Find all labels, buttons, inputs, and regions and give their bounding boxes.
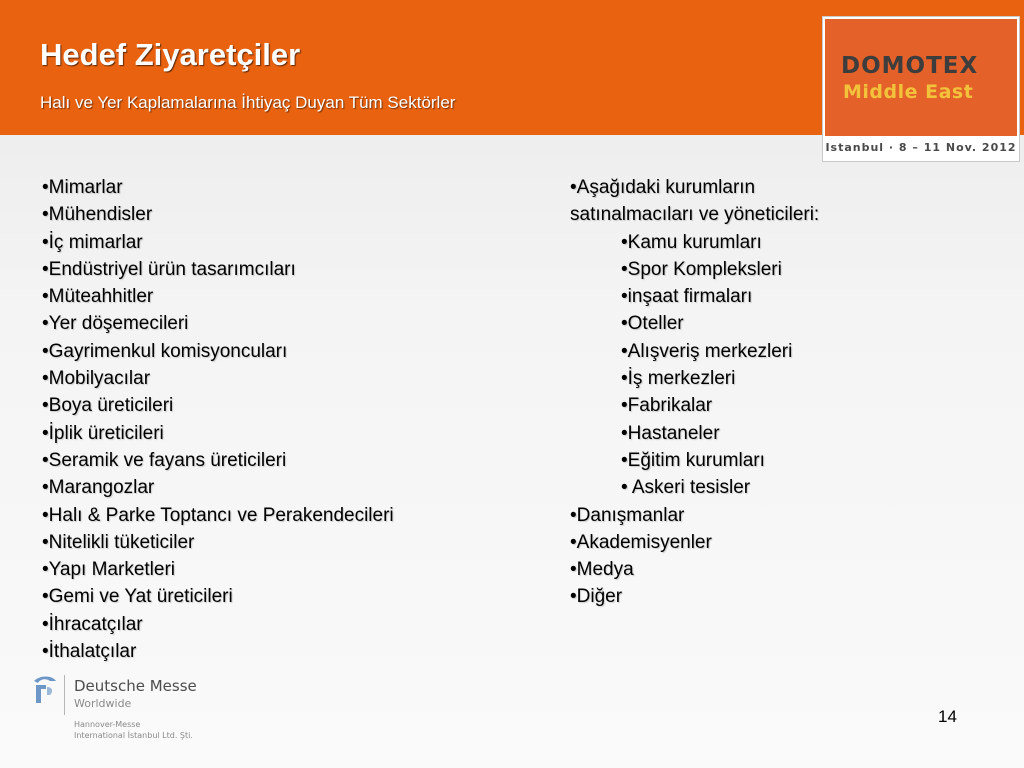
left-visitor-list bbox=[42, 174, 394, 665]
list-subitem: •Kamu kurumları bbox=[621, 231, 762, 253]
list-item: •Nitelikli tüketiciler bbox=[42, 531, 195, 553]
list-subitem: •inşaat firmaları bbox=[621, 286, 753, 308]
list-item: •Mimarlar bbox=[42, 177, 123, 198]
list-item: •Mühendisler bbox=[42, 204, 153, 226]
list-item: •Danışmanlar bbox=[570, 504, 685, 526]
list-subitem: •Eğitim kurumları bbox=[621, 449, 765, 471]
list-item: •İthalatçılar bbox=[42, 641, 137, 663]
page-number: 14 bbox=[938, 707, 957, 726]
list-item: satınalmacıları ve yöneticileri: bbox=[570, 204, 820, 226]
list-item: •Diğer bbox=[570, 586, 623, 608]
list-item: •Müteahhitler bbox=[42, 286, 154, 308]
right-visitor-list bbox=[570, 174, 819, 611]
list-subitem: •Fabrikalar bbox=[621, 395, 713, 417]
list-subitem: •Alışveriş merkezleri bbox=[621, 340, 793, 362]
list-subitem: •Oteller bbox=[621, 313, 684, 335]
footer-company-sub: Worldwide bbox=[74, 697, 132, 710]
list-subitem: •Spor Kompleksleri bbox=[621, 258, 782, 280]
domotex-logo-panel bbox=[825, 19, 1017, 136]
list-item: •Gayrimenkul komisyoncuları bbox=[42, 340, 288, 362]
footer-line-2: International İstanbul Ltd. Şti. bbox=[74, 731, 193, 740]
logo-event-date: Istanbul · 8 – 11 Nov. 2012 bbox=[825, 141, 1017, 154]
list-item: •İplik üreticileri bbox=[42, 422, 164, 444]
footer-line-1: Hannover-Messe bbox=[74, 720, 141, 729]
list-item: •Boya üreticileri bbox=[42, 395, 174, 417]
list-subitem: •İş merkezleri bbox=[621, 368, 736, 390]
list-item: •Halı & Parke Toptancı ve Perakendecileri bbox=[42, 504, 394, 526]
list-item: •Gemi ve Yat üreticileri bbox=[42, 586, 233, 608]
logo-domotex-text: DOMOTEX bbox=[841, 53, 979, 79]
deutsche-messe-logo-icon bbox=[30, 673, 60, 709]
list-subitem: •Hastaneler bbox=[621, 422, 720, 444]
list-subitem: • Askeri tesisler bbox=[621, 477, 751, 499]
list-item: •İhracatçılar bbox=[42, 613, 143, 635]
footer-separator bbox=[64, 675, 65, 715]
list-item: •Akademisyenler bbox=[570, 531, 712, 553]
list-item: •İç mimarlar bbox=[42, 231, 143, 253]
list-item: •Marangozlar bbox=[42, 477, 155, 499]
list-item: •Aşağıdaki kurumların bbox=[570, 177, 756, 198]
page-subtitle: Halı ve Yer Kaplamalarına İhtiyaç Duyan Tüm Sektörler bbox=[40, 93, 456, 112]
list-item: •Mobilyacılar bbox=[42, 368, 151, 390]
domotex-logo bbox=[822, 16, 1020, 162]
list-item: •Endüstriyel ürün tasarımcıları bbox=[42, 258, 296, 280]
list-item: •Yapı Marketleri bbox=[42, 559, 176, 581]
list-item: •Yer döşemecileri bbox=[42, 313, 189, 335]
footer-company-name: Deutsche Messe bbox=[74, 677, 197, 695]
list-item: •Seramik ve fayans üreticileri bbox=[42, 449, 287, 471]
list-item: •Medya bbox=[570, 559, 634, 581]
logo-middle-east-text: Middle East bbox=[843, 81, 974, 103]
page-title: Hedef Ziyaretçiler bbox=[40, 37, 301, 72]
